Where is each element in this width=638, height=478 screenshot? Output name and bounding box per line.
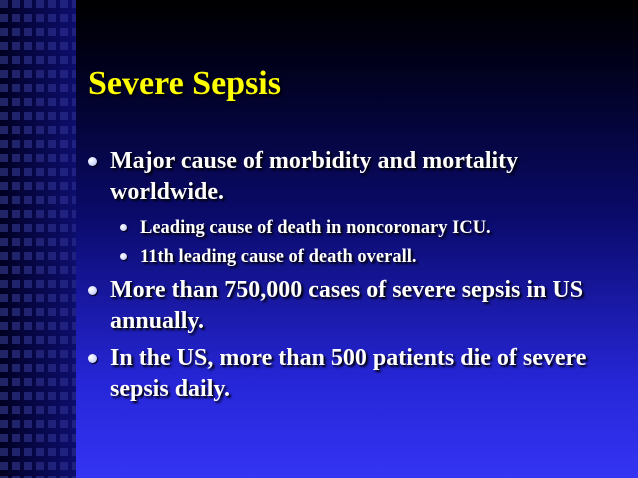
slide-title: Severe Sepsis: [88, 65, 281, 102]
sub-bullet-item: [88, 216, 628, 240]
sub-bullet-item: [88, 245, 628, 269]
decorative-side-fade: [0, 0, 76, 478]
sub-bullet-text: 11th leading cause of death overall.: [140, 247, 417, 267]
sub-bullet-text: Leading cause of death in noncoronary ICU.: [140, 218, 491, 238]
bullet-text: More than 750,000 cases of severe sepsis in US annually.: [110, 277, 584, 334]
sub-bullet-list: [88, 216, 628, 269]
sub-bullet-dot-icon: [120, 224, 127, 231]
bullet-list: [88, 146, 628, 411]
bullet-dot-icon: [88, 286, 97, 295]
bullet-item: [88, 343, 628, 405]
bullet-dot-icon: [88, 354, 97, 363]
bullet-dot-icon: [88, 157, 97, 166]
bullet-text: In the US, more than 500 patients die of severe sepsis daily.: [110, 345, 587, 402]
bullet-item: [88, 146, 628, 269]
bullet-item: [88, 275, 628, 337]
bullet-text: Major cause of morbidity and mortality worldwide.: [110, 148, 519, 205]
sub-bullet-dot-icon: [120, 253, 127, 260]
